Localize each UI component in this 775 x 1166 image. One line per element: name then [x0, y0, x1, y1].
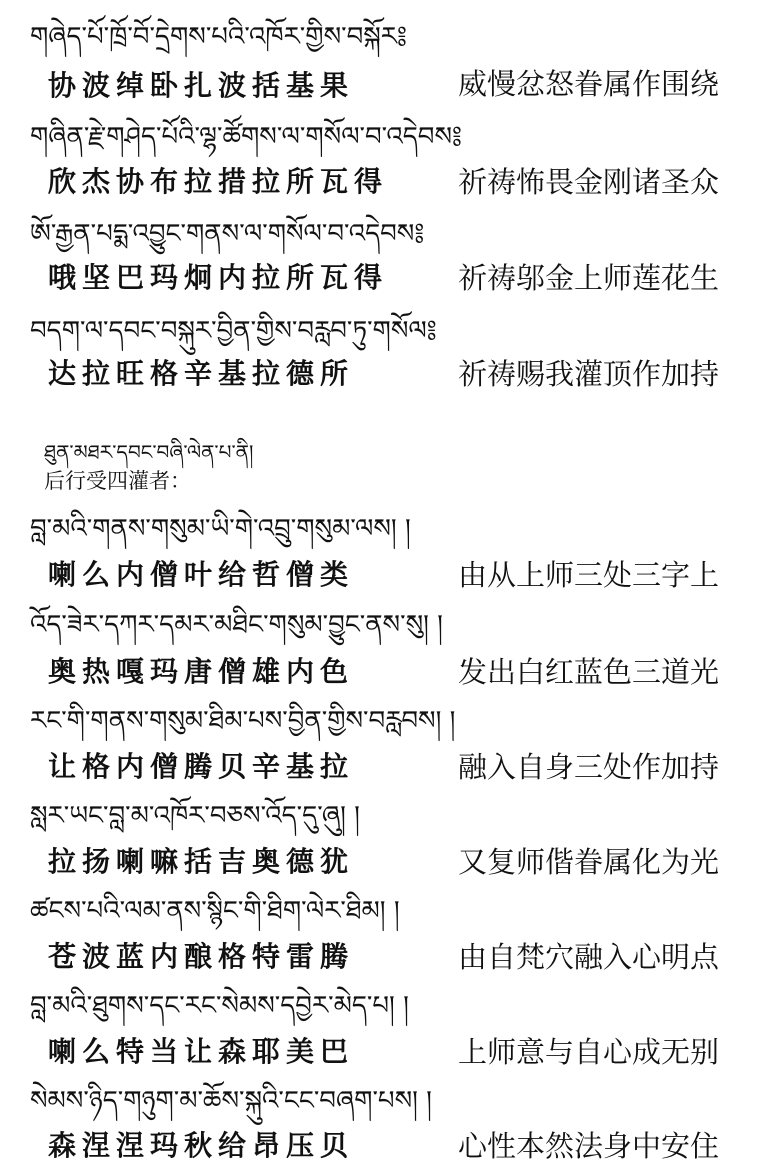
tibetan-line: སེམས་ཉིད་གཉུག་མ་ཆོས་སྐུའི་ངང་བཞག་པས། །: [30, 1086, 432, 1116]
transliteration-line: 奥热嘎玛唐僧雄内色: [48, 655, 355, 688]
section-heading-tibetan: ཐུན་མཐར་དབང་བཞི་ལེན་པ་ནི།: [44, 440, 254, 464]
transliteration-line: 森涅涅玛秋给昂压贝: [48, 1129, 355, 1162]
tibetan-line: བླ་མའི་ཐུགས་དང་རང་སེམས་དབྱེར་མེད་པ། །: [30, 991, 409, 1021]
transliteration-line: 苍波蓝内酿格特雷腾: [48, 940, 355, 973]
chinese-translation-line: 祈祷怖畏金刚诸圣众: [458, 165, 720, 199]
transliteration-line: 拉扬喇嘛括吉奥德犹: [48, 845, 355, 878]
chinese-translation-line: 祈祷邬金上师莲花生: [458, 261, 720, 295]
tibetan-line: རང་གི་གནས་གསུམ་ཐིམ་པས་བྱིན་གྱིས་བརླབས། །: [30, 706, 456, 736]
transliteration-line: 协波绰卧扎波括基果: [48, 69, 355, 102]
tibetan-line: བླ་མའི་གནས་གསུམ་ཡི་གེ་འབྲུ་གསུམ་ལས། །: [30, 514, 411, 544]
chinese-translation-line: 由自梵穴融入心明点: [458, 940, 720, 974]
chinese-translation-line: 发出白红蓝色三道光: [458, 655, 720, 689]
chinese-translation-line: 又复师偕眷属化为光: [458, 845, 720, 879]
tibetan-line: འོད་ཟེར་དཀར་དམར་མཐིང་གསུམ་བྱུང་ནས་སུ། །: [30, 610, 443, 640]
tibetan-line: བདག་ལ་དབང་བསྐུར་བྱིན་གྱིས་བརླབ་ཏུ་གསོལ༔: [30, 316, 437, 346]
chinese-translation-line: 上师意与自心成无别: [458, 1035, 720, 1069]
chinese-translation-line: 威慢忿怒眷属作围绕: [458, 67, 720, 101]
transliteration-line: 让格内僧腾贝辛基拉: [48, 750, 355, 783]
chinese-translation-line: 心性本然法身中安住: [458, 1129, 720, 1163]
section-heading-chinese: 后行受四灌者：: [44, 469, 191, 493]
transliteration-line: 哦坚巴玛炯内拉所瓦得: [48, 261, 389, 294]
transliteration-line: 喇么内僧叶给哲僧类: [48, 558, 355, 591]
tibetan-line: ཨོ་རྒྱན་པདྨ་འབྱུང་གནས་ལ་གསོལ་བ་འདེབས༔: [30, 219, 425, 249]
tibetan-line: གཞེད་པོ་ཁྲོ་བོ་དྲེགས་པའི་འཁོར་གྱིས་བསྐོར༔: [30, 22, 407, 52]
chinese-translation-line: 由从上师三处三字上: [458, 558, 720, 592]
chinese-translation-line: 融入自身三处作加持: [458, 750, 720, 784]
transliteration-line: 欣杰协布拉措拉所瓦得: [48, 165, 389, 198]
tibetan-line: གཞིན་རྗེ་གཤེད་པོའི་ལྷ་ཚོགས་ལ་གསོལ་བ་འདེབས༔: [30, 122, 462, 152]
tibetan-line: སླར་ཡང་བླ་མ་འཁོར་བཅས་འོད་དུ་ཞུ། །: [30, 801, 360, 831]
chinese-translation-line: 祈祷赐我灌顶作加持: [458, 357, 720, 391]
transliteration-line: 喇么特当让森耶美巴: [48, 1035, 355, 1068]
transliteration-line: 达拉旺格辛基拉德所: [48, 357, 355, 390]
tibetan-line: ཚངས་པའི་ལམ་ནས་སྙིང་གི་ཐིག་ལེར་ཐིམ། །: [30, 896, 400, 926]
